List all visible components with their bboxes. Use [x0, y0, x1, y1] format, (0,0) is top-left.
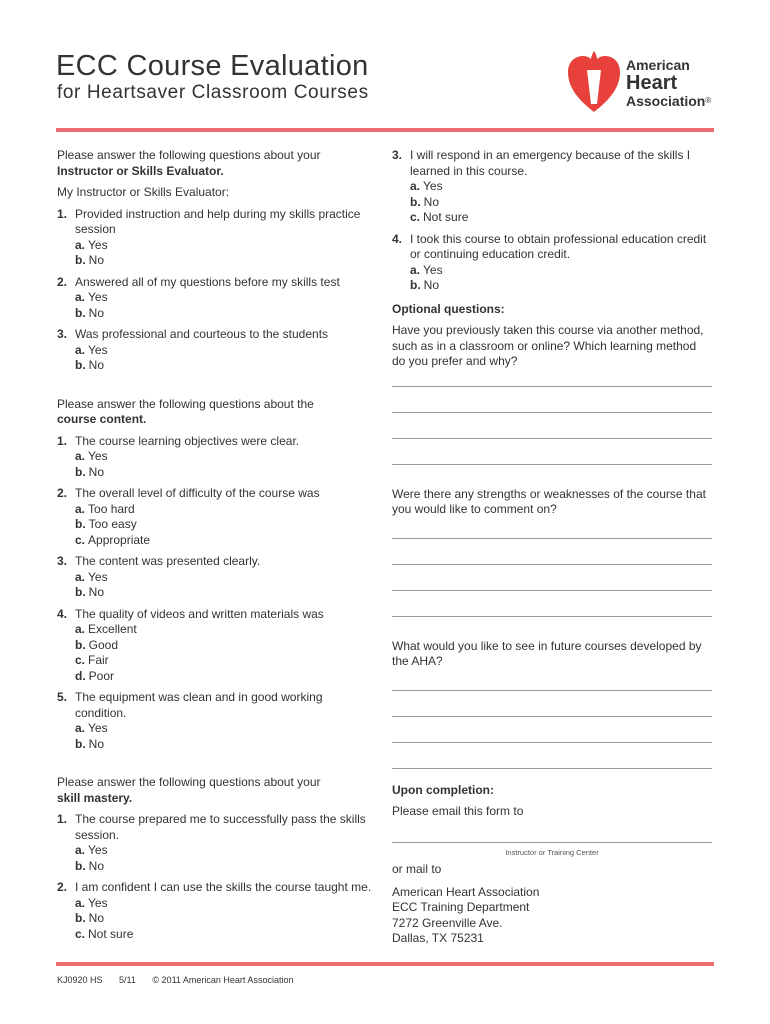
- email-recipient-caption: Instructor or Training Center: [505, 847, 599, 857]
- answer-option[interactable]: [75, 622, 377, 638]
- answer-option[interactable]: [75, 253, 377, 269]
- option-letter: a.: [75, 721, 86, 735]
- document-title: ECC Course Evaluation: [56, 50, 369, 82]
- answer-option[interactable]: [75, 449, 377, 465]
- footer: [57, 975, 307, 985]
- answer-option[interactable]: [75, 517, 377, 533]
- option-label: Yes: [88, 843, 108, 857]
- question-number: 1.: [57, 433, 68, 448]
- question-text: Was professional and courteous to the students: [75, 327, 329, 341]
- form-code: KJ0920 HS: [57, 975, 103, 985]
- answer-option[interactable]: [75, 843, 377, 859]
- answer-option[interactable]: [75, 653, 377, 669]
- question-text: The overall level of difficulty of the course was: [75, 486, 320, 500]
- question-number: 3.: [57, 554, 68, 568]
- option-label: Fair: [88, 653, 109, 667]
- question-number: 4.: [392, 231, 403, 246]
- skill-questions-part2: [392, 148, 712, 294]
- question-item: [57, 607, 377, 685]
- option-letter: c.: [75, 926, 86, 941]
- question-item: [57, 434, 377, 481]
- answer-option[interactable]: [75, 669, 377, 685]
- document-subtitle: for Heartsaver Classroom Courses: [57, 82, 369, 103]
- question-item: [57, 690, 377, 752]
- registered-mark: ®: [705, 96, 712, 105]
- option-label: No: [423, 278, 440, 292]
- answer-option[interactable]: [75, 343, 377, 359]
- bottom-divider: [56, 962, 714, 966]
- option-letter: a.: [75, 895, 86, 910]
- option-letter: b.: [75, 464, 86, 479]
- option-letter: c.: [75, 532, 86, 547]
- option-label: Yes: [423, 262, 443, 277]
- answer-option[interactable]: [410, 179, 712, 195]
- option-letter: a.: [410, 262, 421, 277]
- answer-option[interactable]: [410, 195, 712, 211]
- option-label: Not sure: [88, 926, 134, 941]
- answer-option[interactable]: [75, 585, 377, 601]
- upon-completion-heading: Upon completion:: [392, 782, 494, 797]
- mailing-address: [392, 885, 712, 947]
- question-text: The course learning objectives were clear.: [75, 433, 300, 448]
- option-letter: b.: [75, 305, 86, 320]
- copyright: © 2011 American Heart Association: [152, 975, 294, 985]
- option-label: No: [88, 253, 105, 267]
- instructor-section-intro: Please answer the following questions about your Instructor or Skills Evaluator.: [57, 148, 321, 178]
- answer-option[interactable]: [75, 502, 377, 518]
- answer-option[interactable]: [75, 238, 377, 254]
- logo-line-heart: Heart: [626, 72, 678, 94]
- question-number: 1.: [57, 812, 68, 826]
- question-number: 3.: [392, 148, 403, 162]
- question-item: [57, 327, 377, 374]
- option-label: Poor: [88, 668, 115, 683]
- form-date: 5/11: [119, 975, 136, 985]
- right-column: [392, 148, 712, 947]
- option-label: Yes: [88, 895, 108, 910]
- answer-option[interactable]: [75, 533, 377, 549]
- option-label: No: [88, 736, 105, 751]
- answer-option[interactable]: [75, 290, 377, 306]
- logo-line-association: Association®: [626, 93, 712, 109]
- question-number: 3.: [57, 327, 68, 341]
- option-letter: b.: [410, 278, 421, 292]
- option-label: Not sure: [423, 210, 469, 224]
- option-letter: b.: [75, 253, 86, 267]
- option-letter: b.: [75, 858, 86, 873]
- option-letter: c.: [75, 653, 86, 667]
- answer-option[interactable]: [75, 465, 377, 481]
- content-questions: [57, 434, 377, 753]
- option-label: No: [88, 858, 105, 873]
- address-line: 7272 Greenville Ave.: [392, 915, 503, 930]
- answer-option[interactable]: [410, 278, 712, 294]
- instructor-section-heading: Instructor or Skills Evaluator.: [57, 163, 224, 178]
- option-label: Yes: [88, 237, 108, 252]
- option-letter: b.: [75, 911, 86, 925]
- option-label: Yes: [423, 179, 443, 193]
- address-line: Dallas, TX 75231: [392, 931, 484, 945]
- question-number: 2.: [57, 486, 68, 500]
- left-column: [57, 148, 377, 948]
- option-letter: a.: [75, 449, 86, 463]
- option-label: No: [88, 358, 105, 372]
- question-number: 2.: [57, 274, 68, 289]
- address-line: ECC Training Department: [392, 900, 530, 914]
- skill-section-heading: skill mastery.: [57, 790, 133, 805]
- option-label: Good: [88, 637, 119, 652]
- option-letter: b.: [75, 637, 86, 652]
- option-label: Too easy: [88, 517, 137, 531]
- answer-option[interactable]: [75, 737, 377, 753]
- question-text: I will respond in an emergency because of the skills I learned in this course.: [410, 148, 691, 178]
- option-label: Appropriate: [88, 532, 151, 547]
- option-letter: b.: [410, 194, 421, 209]
- option-label: Yes: [88, 290, 108, 304]
- question-item: [57, 554, 377, 601]
- option-label: Too hard: [88, 501, 135, 516]
- answer-option[interactable]: [75, 927, 377, 943]
- option-letter: d.: [75, 668, 86, 683]
- question-item: [392, 232, 712, 294]
- option-letter: a.: [410, 179, 421, 193]
- skill-section-intro: Please answer the following questions about your skill mastery.: [57, 775, 321, 805]
- question-item: [57, 207, 377, 269]
- question-text: The quality of videos and written materials was: [75, 606, 324, 621]
- aha-logo: [566, 48, 726, 114]
- optional-questions-heading: Optional questions:: [392, 301, 505, 316]
- address-line: American Heart Association: [392, 884, 540, 899]
- question-text: I took this course to obtain professional education credit or continuing education credit.: [410, 231, 707, 261]
- content-section-intro: Please answer the following questions about the course content.: [57, 396, 314, 426]
- optional-question-2: Were there any strengths or weaknesses of the course that you would like to comment on?: [392, 486, 706, 516]
- option-letter: b.: [75, 736, 86, 751]
- option-letter: a.: [75, 342, 86, 357]
- content-section-heading: course content.: [57, 412, 147, 426]
- option-label: No: [88, 464, 105, 479]
- option-letter: c.: [410, 210, 421, 224]
- question-number: 4.: [57, 606, 68, 621]
- question-text: I am confident I can use the skills the course taught me.: [75, 880, 372, 894]
- answer-option[interactable]: [410, 263, 712, 279]
- option-letter: a.: [75, 843, 86, 857]
- optional-question-3: What would you like to see in future courses developed by the AHA?: [392, 638, 702, 668]
- answer-option[interactable]: [75, 638, 377, 654]
- logo-line-american: American: [626, 57, 690, 73]
- question-item: [57, 486, 377, 548]
- answer-line[interactable]: [392, 768, 712, 769]
- option-letter: a.: [75, 290, 86, 304]
- answer-option[interactable]: [75, 306, 377, 322]
- option-label: Yes: [88, 721, 108, 735]
- answer-option[interactable]: [75, 570, 377, 586]
- answer-option[interactable]: [75, 896, 377, 912]
- question-number: 1.: [57, 206, 68, 221]
- option-letter: a.: [75, 622, 86, 636]
- option-label: No: [423, 194, 440, 209]
- option-label: Excellent: [88, 622, 137, 636]
- question-item: [392, 148, 712, 226]
- answer-option[interactable]: [75, 859, 377, 875]
- optional-question-1: Have you previously taken this course via another method, such as in a classroom or online? Which learning method do you prefer and why?: [392, 323, 704, 368]
- answer-option[interactable]: [75, 911, 377, 927]
- answer-option[interactable]: [75, 358, 377, 374]
- top-divider: [56, 128, 714, 132]
- question-item: [57, 880, 377, 942]
- instructor-section-lead: My Instructor or Skills Evaluator:: [57, 185, 230, 199]
- answer-option[interactable]: [410, 210, 712, 226]
- mail-instruction: or mail to: [392, 862, 442, 876]
- skill-questions-part1: [57, 812, 377, 942]
- option-letter: a.: [75, 237, 86, 252]
- option-label: Yes: [88, 569, 108, 584]
- option-letter: a.: [75, 569, 86, 584]
- question-item: [57, 275, 377, 322]
- question-text: Provided instruction and help during my skills practice session: [75, 206, 361, 236]
- email-instruction: Please email this form to: [392, 804, 524, 818]
- question-text: Answered all of my questions before my skills test: [75, 274, 340, 289]
- instructor-questions: [57, 207, 377, 374]
- option-label: Yes: [88, 449, 108, 463]
- option-label: No: [88, 585, 105, 599]
- heart-torch-icon: [566, 48, 622, 114]
- question-number: 2.: [57, 880, 68, 894]
- aha-logo-text: [626, 57, 711, 109]
- answer-option[interactable]: [75, 721, 377, 737]
- question-text: The course prepared me to successfully pass the skills session.: [75, 812, 366, 842]
- option-label: No: [88, 305, 105, 320]
- option-letter: b.: [75, 585, 86, 599]
- option-label: No: [88, 911, 105, 925]
- question-text: The content was presented clearly.: [75, 554, 261, 568]
- option-label: Yes: [88, 342, 108, 357]
- question-number: 5.: [57, 690, 68, 704]
- option-letter: a.: [75, 501, 86, 516]
- email-recipient-line[interactable]: [392, 842, 712, 843]
- option-letter: b.: [75, 517, 86, 531]
- option-letter: b.: [75, 358, 86, 372]
- question-item: [57, 812, 377, 874]
- question-text: The equipment was clean and in good working condition.: [75, 690, 323, 720]
